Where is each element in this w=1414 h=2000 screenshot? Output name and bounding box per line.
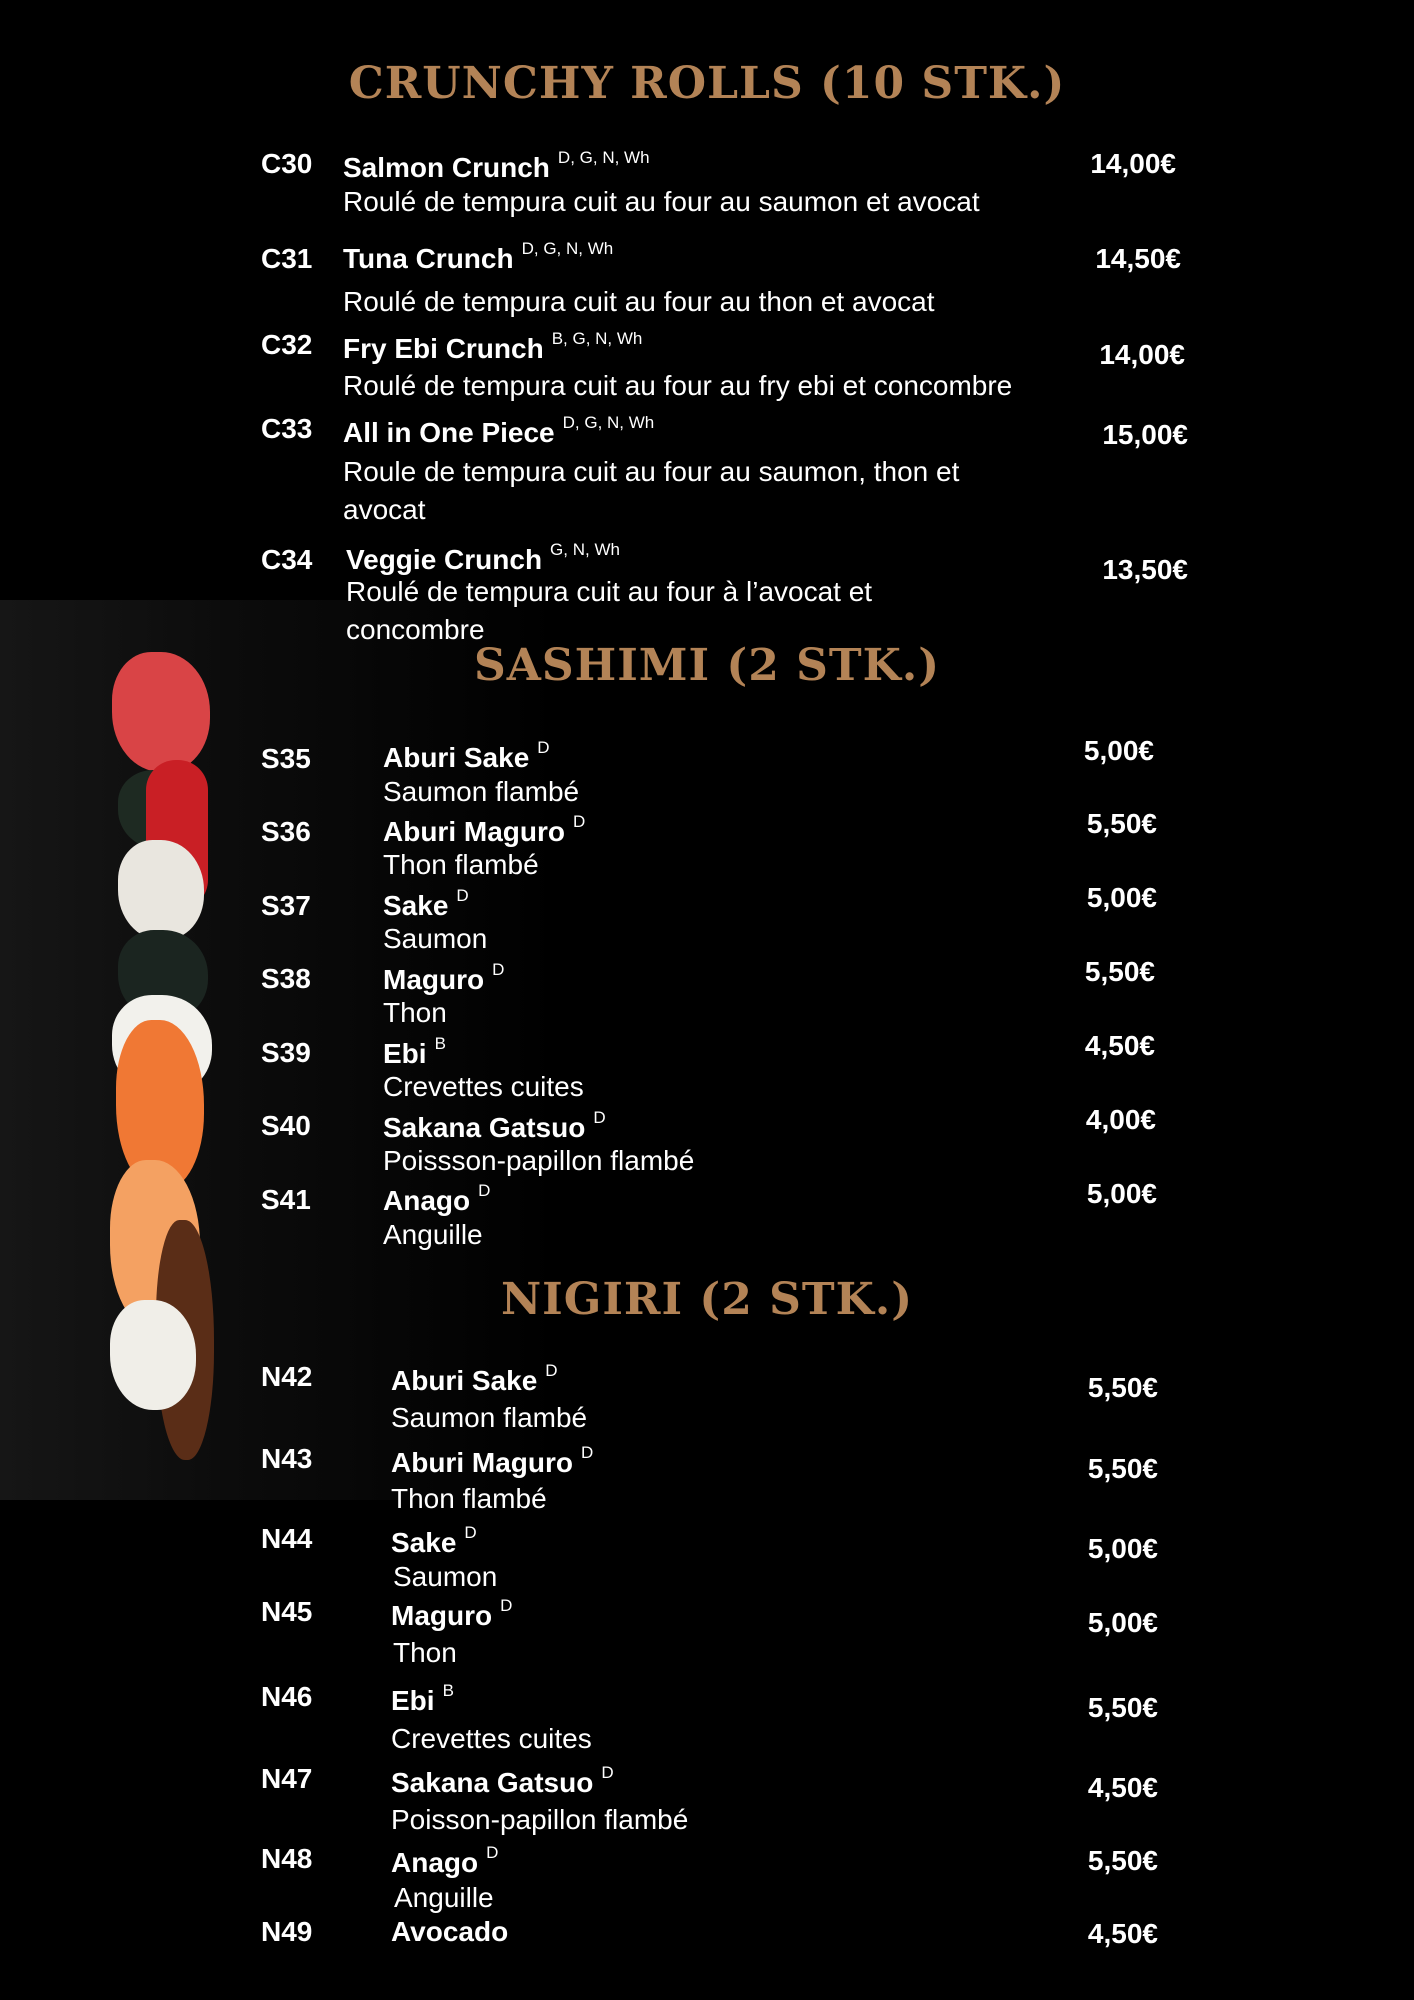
item-name: Tuna Crunch $^{D, G, N, Wh}$ bbox=[343, 239, 614, 274]
item-name: Sakana Gatsuo $^D$ bbox=[383, 1108, 606, 1143]
item-price: 5,00€ bbox=[1087, 1607, 1158, 1638]
item-price: 5,00€ bbox=[1087, 1533, 1158, 1564]
item-code: N44 bbox=[261, 1523, 313, 1554]
item-name: Maguro $^D$ bbox=[383, 960, 505, 995]
item-allergens: D bbox=[492, 960, 505, 979]
item-code: S40 bbox=[261, 1110, 311, 1141]
item-code: N47 bbox=[261, 1763, 313, 1794]
item-price: 5,00€ bbox=[1083, 735, 1154, 766]
item-allergens: D bbox=[456, 886, 469, 905]
item-name: Aburi Maguro $^D$ bbox=[391, 1443, 594, 1478]
item-code: C33 bbox=[261, 413, 313, 444]
item-allergens: D bbox=[601, 1763, 614, 1782]
item-code: S41 bbox=[261, 1184, 311, 1215]
item-description: Thon flambé bbox=[391, 1483, 547, 1514]
item-code: N46 bbox=[261, 1681, 313, 1712]
item-code: N45 bbox=[261, 1596, 313, 1627]
item-code: S39 bbox=[261, 1037, 311, 1068]
item-allergens: B, G, N, Wh bbox=[551, 329, 643, 348]
item-price: 5,50€ bbox=[1084, 956, 1155, 987]
item-price: 4,50€ bbox=[1084, 1030, 1155, 1061]
item-code: C31 bbox=[261, 243, 313, 274]
item-allergens: D bbox=[593, 1108, 606, 1127]
item-description: Roulé de tempura cuit au four au saumon et avocat bbox=[343, 186, 980, 217]
item-name: Avocado bbox=[391, 1916, 509, 1947]
item-code: C34 bbox=[261, 544, 313, 575]
item-price: 5,00€ bbox=[1086, 1178, 1157, 1209]
item-code: N49 bbox=[261, 1916, 313, 1947]
item-price: 5,00€ bbox=[1086, 882, 1157, 913]
item-allergens: D bbox=[545, 1361, 558, 1380]
item-description: Poissson-papillon flambé bbox=[383, 1145, 695, 1176]
item-name: Anago $^D$ bbox=[383, 1181, 491, 1216]
item-allergens: D bbox=[486, 1843, 499, 1862]
item-description-line2: avocat bbox=[343, 494, 426, 525]
item-allergens: G, N, Wh bbox=[550, 540, 620, 559]
item-description: Anguille bbox=[394, 1882, 494, 1913]
item-price: 13,50€ bbox=[1102, 554, 1188, 585]
item-allergens: D bbox=[478, 1181, 491, 1200]
item-allergens: D bbox=[581, 1443, 594, 1462]
item-allergens: B bbox=[434, 1034, 446, 1053]
item-code: N48 bbox=[261, 1843, 313, 1874]
item-name: Aburi Sake $^D$ bbox=[383, 738, 550, 773]
item-price: 14,50€ bbox=[1095, 243, 1181, 274]
item-code: C30 bbox=[261, 148, 313, 179]
item-price: 4,50€ bbox=[1087, 1772, 1158, 1803]
item-description: Thon bbox=[393, 1637, 457, 1668]
item-description: Crevettes cuites bbox=[383, 1071, 584, 1102]
item-price: 5,50€ bbox=[1087, 1845, 1158, 1876]
item-description: Thon bbox=[383, 997, 447, 1028]
item-name: Veggie Crunch $^{G, N, Wh}$ bbox=[346, 540, 620, 575]
item-name: Anago $^D$ bbox=[391, 1843, 499, 1878]
item-code: N42 bbox=[261, 1361, 313, 1392]
item-code: S36 bbox=[261, 816, 311, 847]
item-name: Fry Ebi Crunch $^{B, G, N, Wh}$ bbox=[343, 329, 643, 364]
item-name: Sake $^D$ bbox=[383, 886, 469, 921]
item-price: 14,00€ bbox=[1099, 339, 1185, 370]
item-code: S38 bbox=[261, 963, 311, 994]
item-description: Poisson-papillon flambé bbox=[391, 1804, 689, 1835]
item-description: Thon flambé bbox=[383, 849, 539, 880]
item-description: Saumon bbox=[393, 1561, 498, 1592]
item-price: 5,50€ bbox=[1086, 808, 1157, 839]
item-name: Sake $^D$ bbox=[391, 1523, 477, 1558]
item-allergens: D bbox=[500, 1596, 513, 1615]
item-description: Roulé de tempura cuit au four au thon et avocat bbox=[343, 286, 935, 317]
item-allergens: D, G, N, Wh bbox=[557, 148, 650, 167]
item-price: 5,50€ bbox=[1087, 1692, 1158, 1723]
item-code: C32 bbox=[261, 329, 313, 360]
section-title-crunchy-rolls: CRUNCHY ROLLS (10 STK.) bbox=[348, 58, 1066, 109]
item-price: 4,50€ bbox=[1087, 1918, 1158, 1949]
item-name: Salmon Crunch $^{D, G, N, Wh}$ bbox=[343, 148, 650, 183]
item-price: 14,00€ bbox=[1090, 148, 1176, 179]
item-name: Ebi $^B$ bbox=[383, 1034, 446, 1069]
item-name: All in One Piece $^{D, G, N, Wh}$ bbox=[343, 413, 655, 448]
item-allergens: D bbox=[573, 812, 586, 831]
item-code: S35 bbox=[261, 743, 311, 774]
item-name: Aburi Maguro $^D$ bbox=[383, 812, 586, 847]
item-name: Sakana Gatsuo $^D$ bbox=[391, 1763, 614, 1798]
item-allergens: D bbox=[464, 1523, 477, 1542]
item-code: N43 bbox=[261, 1443, 313, 1474]
item-description: Saumon flambé bbox=[391, 1402, 588, 1433]
item-allergens: D, G, N, Wh bbox=[521, 239, 614, 258]
item-description: Roulé de tempura cuit au four à l’avocat et bbox=[346, 576, 873, 607]
item-description: Saumon flambé bbox=[383, 776, 580, 807]
item-description: Anguille bbox=[383, 1219, 483, 1250]
item-price: 4,00€ bbox=[1085, 1104, 1156, 1135]
item-price: 5,50€ bbox=[1087, 1453, 1158, 1484]
section-title-sashimi: SASHIMI (2 STK.) bbox=[473, 640, 941, 691]
item-name: Maguro $^D$ bbox=[391, 1596, 513, 1631]
item-description: Crevettes cuites bbox=[391, 1723, 592, 1754]
item-allergens: D bbox=[537, 738, 550, 757]
item-price: 5,50€ bbox=[1087, 1372, 1158, 1403]
item-description: Roulé de tempura cuit au four au fry ebi et concombre bbox=[343, 370, 1013, 401]
item-name: Aburi Sake $^D$ bbox=[391, 1361, 558, 1396]
item-allergens: D, G, N, Wh bbox=[562, 413, 655, 432]
section-title-nigiri: NIGIRI (2 STK.) bbox=[500, 1274, 914, 1325]
item-allergens: B bbox=[442, 1681, 454, 1700]
item-description-line2: concombre bbox=[346, 614, 485, 645]
item-price: 15,00€ bbox=[1102, 419, 1188, 450]
item-description: Roule de tempura cuit au four au saumon, thon et bbox=[343, 456, 960, 487]
item-code: S37 bbox=[261, 890, 311, 921]
item-name: Ebi $^B$ bbox=[391, 1681, 454, 1716]
item-description: Saumon bbox=[383, 923, 488, 954]
